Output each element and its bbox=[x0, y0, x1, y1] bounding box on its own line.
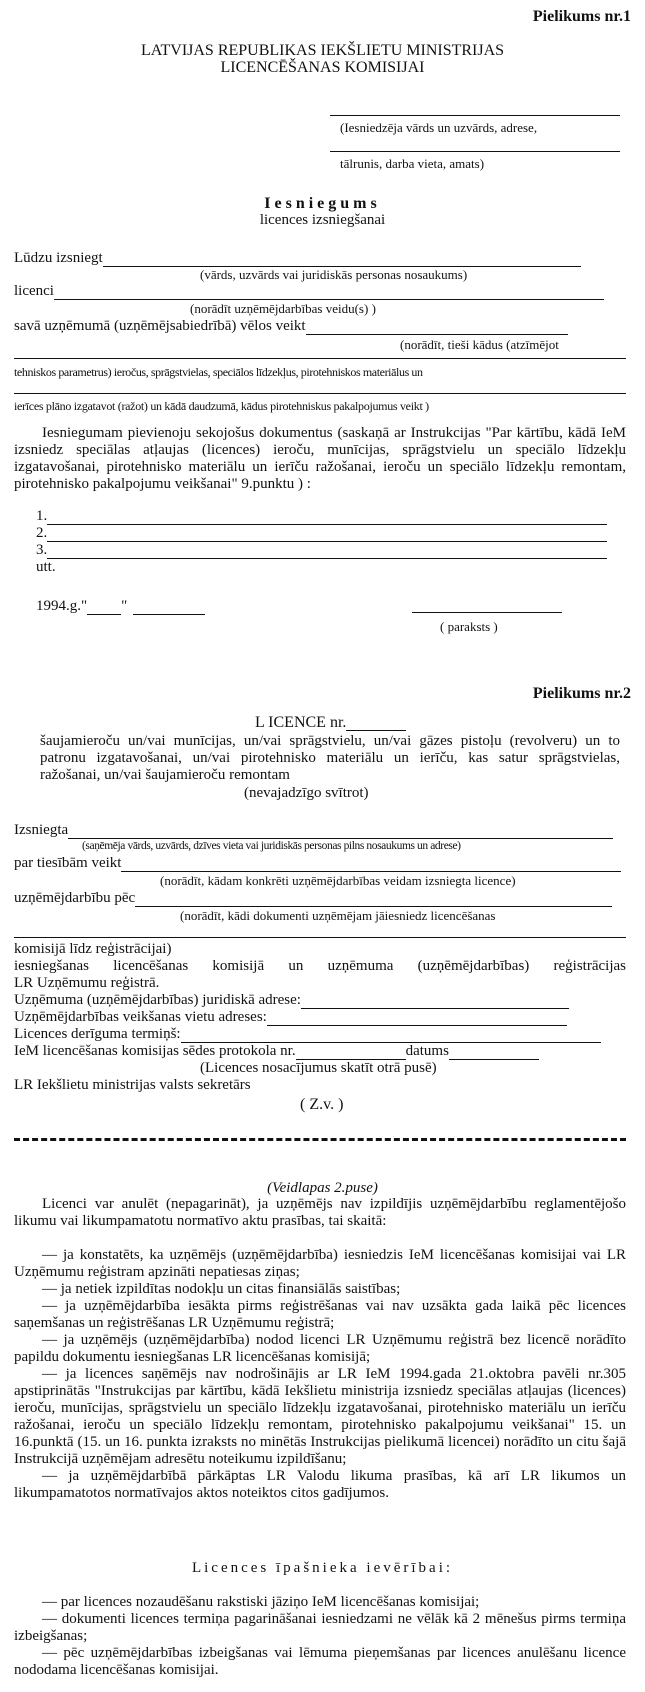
backside-intro: Licenci var anulēt (nepagarināt), ja uzņēmējs nav izpildījis uzņēmējdarbību reglamentējošo likumu vai likumpamatotu normatīvo aktu prasības, tai skaitā: bbox=[14, 1196, 626, 1229]
date-month-line[interactable] bbox=[133, 600, 205, 615]
licence-title: L ICENCE nr. bbox=[255, 714, 347, 731]
ask-hint: (vārds, uzvārds vai juridiskās personas nosaukums) bbox=[200, 267, 468, 282]
validity-row bbox=[14, 1026, 601, 1043]
signature-line bbox=[412, 612, 562, 613]
protocol-row bbox=[14, 1043, 539, 1060]
item-row-1 bbox=[36, 508, 607, 525]
ask-label: Lūdzu izsniegt bbox=[14, 250, 103, 266]
protocol-date-line[interactable] bbox=[449, 1045, 539, 1060]
item-input-line-2[interactable] bbox=[47, 527, 607, 542]
backside-bullet-3: — ja uzņēmējdarbība iesākta pirms reģistrēšanas vai nav uzsākta gada laikā pēc licences saņemšanas un reģistrēšanas LR Uzņēmumu reģistrā; bbox=[14, 1298, 626, 1331]
issued-hint: (saņēmēja vārds, uzvārds, dzīves vieta vai juridiskās personas pilns nosaukums un adrese) bbox=[82, 840, 461, 852]
business-hint: (norādīt, kādi dokumenti uzņēmējam jāiesniedz licencēšanas bbox=[180, 908, 496, 923]
item-input-line-3[interactable] bbox=[47, 544, 607, 559]
business-label: uzņēmējdarbību pēc bbox=[14, 890, 136, 906]
right-hint: (norādīt, kādam konkrēti uzņēmējdarbības veidam izsniegta licence) bbox=[160, 873, 516, 888]
ministry-heading-line1: LATVIJAS REPUBLIKAS IEKŠLIETU MINISTRIJAS bbox=[140, 42, 505, 59]
owner-bullets bbox=[14, 1594, 626, 1679]
legal-address-label: Uzņēmuma (uzņēmējdarbības) juridiskā adrese: bbox=[14, 992, 301, 1008]
right-row bbox=[14, 855, 621, 872]
item-row-3 bbox=[36, 542, 607, 559]
date-quote: " bbox=[121, 598, 128, 614]
applicant-line-1 bbox=[330, 115, 620, 116]
tech-line-mid bbox=[14, 393, 626, 394]
licence-row bbox=[14, 283, 604, 300]
issued-label: Izsniegta bbox=[14, 822, 69, 838]
ask-input-line[interactable] bbox=[103, 252, 581, 267]
backside-heading: (Veidlapas 2.puse) bbox=[267, 1180, 378, 1196]
activity-address-label: Uzņēmējdarbības veikšanas vietu adreses: bbox=[14, 1009, 267, 1025]
reg-line-1: komisijā līdz reģistrācijai) bbox=[14, 941, 172, 957]
backside-bullets bbox=[14, 1247, 626, 1502]
tech-line-top bbox=[14, 358, 626, 359]
activity-address-line[interactable] bbox=[267, 1011, 567, 1026]
reg-line-3: LR Uzņēmumu reģistrā. bbox=[14, 975, 160, 991]
applicant-line-2 bbox=[330, 151, 620, 152]
conditions-note: (Licences nosacījumus skatīt otrā pusē) bbox=[200, 1060, 437, 1076]
company-label: savā uzņēmumā (uzņēmējsabiedrībā) vēlos veikt bbox=[14, 318, 306, 334]
licence-description: šaujamieroču un/vai munīcijas, un/vai sprāgstvielu, un/vai gāzes pistoļu (revolveru) un to patronu izgatavošanai, un/vai pirotehnisko materiālu un ierīču, kas satur sprāgstvielas, ražošanai, un/vai šaujamieroču remontam bbox=[40, 733, 620, 783]
issued-row bbox=[14, 822, 613, 839]
licence-description-note: (nevajadzīgo svītrot) bbox=[244, 785, 369, 801]
issued-input-line[interactable] bbox=[68, 824, 613, 839]
ask-row bbox=[14, 250, 581, 267]
ministry-heading-line2: LICENCĒŠANAS KOMISIJAI bbox=[220, 59, 425, 76]
legal-address-row bbox=[14, 992, 569, 1009]
item-label-3: 3. bbox=[36, 542, 48, 558]
protocol-date-label: datums bbox=[405, 1043, 449, 1059]
business-input-line[interactable] bbox=[135, 892, 612, 907]
tech-line-text-2: ierīces plāno izgatavot (ražot) un kādā daudzumā, kādus pirotehniskus pakalpojumus veikt ) bbox=[14, 399, 429, 413]
item-label-etc: utt. bbox=[36, 559, 56, 575]
item-label-2: 2. bbox=[36, 525, 48, 541]
applicant-hint-1: (Iesniedzēja vārds un uzvārds, adrese, bbox=[340, 120, 538, 135]
date-row bbox=[36, 598, 205, 615]
protocol-number-line[interactable] bbox=[296, 1045, 406, 1060]
applicant-hint-2: tālrunis, darba vieta, amats) bbox=[340, 156, 485, 171]
item-input-line-1[interactable] bbox=[47, 510, 607, 525]
owner-bullet-3: — pēc uzņēmējdarbības izbeigšanas vai lēmuma pieņemšanas par licences anulēšanu licence nododama licencēšanas komisijai. bbox=[14, 1645, 626, 1678]
signature-hint: ( paraksts ) bbox=[440, 619, 498, 634]
company-hint: (norādīt, tieši kādus (atzīmējot bbox=[400, 337, 559, 352]
backside-bullet-4: — ja uzņēmējs (uzņēmējdarbība) nodod licenci LR Uzņēmumu reģistrā bez licencē norādīto papildu dokumentu iesniegšanas LR licencēšanas komisijā; bbox=[14, 1332, 626, 1365]
backside-bullet-2: — ja netiek izpildītas nodokļu un citas finansiālās saistības; bbox=[42, 1281, 401, 1297]
licence-hint: (norādīt uzņēmējdarbības veidu(s) ) bbox=[190, 301, 376, 316]
company-row bbox=[14, 318, 568, 335]
validity-line[interactable] bbox=[181, 1028, 601, 1043]
licence-input-line[interactable] bbox=[54, 285, 604, 300]
business-line-2 bbox=[14, 937, 626, 938]
attach-paragraph: Iesniegumam pievienoju sekojošus dokumentus (saskaņā ar Instrukcijas "Par kārtību, kādā IeM izsniedz speciālas atļaujas (licences) ieroču, munīcijas, sprāgstvielu un speciālo līdzekļu izgatavošanai, pirotehnisko materiālu un ierīču ražošanai, ieroču un speciālo līdzekļu remontam, pirotehnisko pakalpojumu veikšanai" 9.punktu ) : bbox=[14, 425, 626, 492]
application-subtitle: licences izsniegšanai bbox=[259, 212, 386, 228]
protocol-label: IeM licencēšanas komisijas sēdes protokola nr. bbox=[14, 1043, 296, 1059]
cut-line bbox=[14, 1138, 626, 1141]
legal-address-line[interactable] bbox=[301, 994, 569, 1009]
licence-number-line[interactable] bbox=[346, 716, 406, 731]
backside-bullet-1: — ja konstatēts, ka uzņēmējs (uzņēmējdarbība) iesniedzis IeM licencēšanas komisijai vai LR Uzņēmumu reģistram apzināti nepatiesas ziņas; bbox=[14, 1247, 626, 1280]
item-label-1: 1. bbox=[36, 508, 48, 524]
licence-title-row bbox=[255, 714, 406, 731]
date-year: 1994.g." bbox=[36, 598, 88, 614]
seal-label: ( Z.v. ) bbox=[300, 1096, 344, 1113]
appendix2-label: Pielikums nr.2 bbox=[532, 685, 631, 702]
owner-heading: Licences īpašnieka ievērībai: bbox=[191, 1560, 454, 1576]
secretary-label: LR Iekšlietu ministrijas valsts sekretārs bbox=[14, 1077, 251, 1093]
owner-bullet-1: — par licences nozaudēšanu rakstiski jāziņo IeM licencēšanas komisijai; bbox=[42, 1594, 480, 1610]
right-label: par tiesībām veikt bbox=[14, 855, 122, 871]
backside-bullet-6: — ja uzņēmējdarbībā pārkāptas LR Valodu likuma prasības, kā arī LR likumos un likumpamatotos normatīvajos aktos noteiktos citos gadījumos. bbox=[14, 1468, 626, 1501]
activity-address-row bbox=[14, 1009, 567, 1026]
application-title: Iesniegums bbox=[264, 195, 381, 212]
item-row-etc bbox=[36, 559, 56, 576]
item-row-2 bbox=[36, 525, 607, 542]
company-input-line[interactable] bbox=[306, 320, 568, 335]
business-row bbox=[14, 890, 612, 907]
appendix1-label: Pielikums nr.1 bbox=[532, 8, 631, 25]
date-day-line[interactable] bbox=[87, 600, 121, 615]
right-input-line[interactable] bbox=[121, 857, 621, 872]
tech-line-text: tehniskos parametrus) ieročus, sprāgstvielas, speciālos līdzekļus, pirotehniskos materiālus un bbox=[14, 365, 423, 379]
reg-line-2: iesniegšanas licencēšanas komisijā un uzņēmuma (uzņēmējdarbības) reģistrācijas bbox=[14, 958, 626, 974]
owner-bullet-2: — dokumenti licences termiņa pagarināšanai iesniedzami ne vēlāk kā 2 mēnešus pirms termiņa izbeigšanas; bbox=[14, 1611, 626, 1644]
licence-label: licenci bbox=[14, 283, 54, 299]
validity-label: Licences derīguma termiņš: bbox=[14, 1026, 181, 1042]
backside-bullet-5: — ja licences saņēmējs nav nodrošinājis ar LR IeM 1994.gada 21.oktobra pavēli nr.305 apstiprinātās "Instrukcijas par kārtību, kādā Iekšlietu ministrija izsniedz speciālas atļaujas (licences) ieroču, munīcijas, sprāgstvielu un speciālo līdzekļu izgatavošanai, pirotehnisko materiālu un ierīču ražošanai, ieroču un speciālo līdzekļu remontam, pirotehnisko pakalpojumu veikšanai" 15. un 16.punktā (15. un 16. punkta izraksts no minētās Instrukcijas pielikumā licencei) norādīto un citu šajā Instrukcijā uzņēmējam adresētu noteikumu izpildīšanu; bbox=[14, 1366, 626, 1467]
